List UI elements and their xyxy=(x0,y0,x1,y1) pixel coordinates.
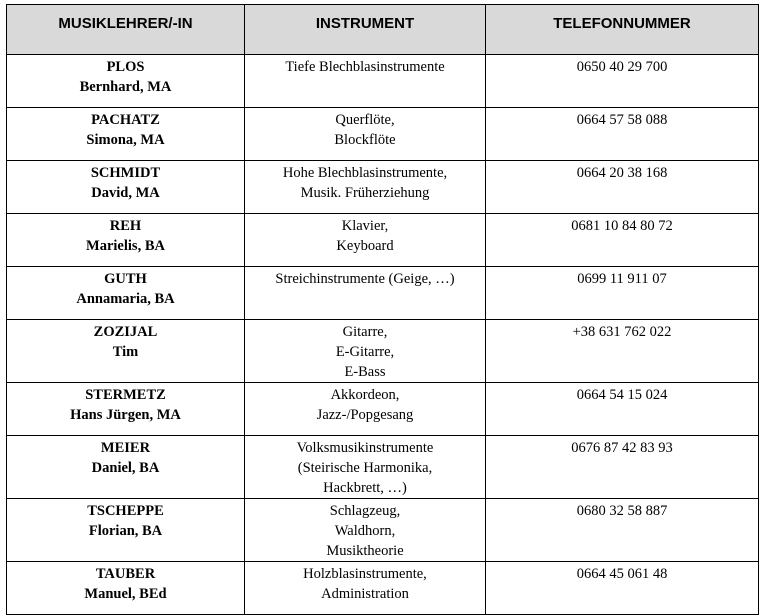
phone-cell: +38 631 762 022 xyxy=(486,320,759,383)
instrument-cell xyxy=(245,108,486,161)
instrument-line: Hohe Blechblasinstrumente, xyxy=(282,165,448,181)
instrument-cell xyxy=(245,214,486,267)
instrument-line: Streichinstrumente (Geige, …) xyxy=(275,271,455,287)
phone-cell: 0664 45 061 48 xyxy=(486,562,759,615)
phone-cell: 0664 20 38 168 xyxy=(486,161,759,214)
music-teacher-table xyxy=(6,4,759,615)
teacher-cell xyxy=(7,320,245,383)
teacher-surname: PACHATZ xyxy=(91,112,160,128)
instrument-cell xyxy=(245,267,486,320)
teacher-surname: TAUBER xyxy=(95,566,156,582)
instrument-line: E-Bass xyxy=(344,364,386,380)
teacher-cell xyxy=(7,108,245,161)
instrument-line: Holzblasinstrumente, xyxy=(303,566,427,582)
instrument-line: Blockflöte xyxy=(334,132,396,148)
instrument-line: Querflöte, xyxy=(335,112,395,128)
instrument-cell xyxy=(245,436,486,499)
teacher-cell xyxy=(7,383,245,436)
teacher-given-name: Hans Jürgen, MA xyxy=(70,407,181,423)
teacher-surname: GUTH xyxy=(104,271,147,287)
instrument-cell xyxy=(245,161,486,214)
phone-cell: 0699 11 911 07 xyxy=(486,267,759,320)
teacher-cell xyxy=(7,214,245,267)
table-row xyxy=(7,499,759,562)
teacher-given-name: Daniel, BA xyxy=(91,460,160,476)
teacher-surname: ZOZIJAL xyxy=(93,324,158,340)
instrument-cell xyxy=(245,562,486,615)
instrument-line: Musiktheorie xyxy=(326,543,404,559)
table-row xyxy=(7,267,759,320)
teacher-given-name: David, MA xyxy=(91,185,160,201)
header-phone: TELEFONNUMMER xyxy=(486,5,759,55)
instrument-line: Hackbrett, …) xyxy=(323,480,407,496)
instrument-cell xyxy=(245,499,486,562)
teacher-given-name: Tim xyxy=(112,344,139,360)
teacher-cell xyxy=(7,267,245,320)
teacher-surname: STERMETZ xyxy=(85,387,166,403)
teacher-surname: PLOS xyxy=(106,59,145,75)
table-row xyxy=(7,214,759,267)
instrument-line: Musik. Früherziehung xyxy=(300,185,430,201)
phone-cell: 0681 10 84 80 72 xyxy=(486,214,759,267)
instrument-line: (Steirische Harmonika, xyxy=(297,460,433,476)
phone-cell: 0650 40 29 700 xyxy=(486,55,759,108)
table-row xyxy=(7,383,759,436)
instrument-cell xyxy=(245,320,486,383)
instrument-line: Schlagzeug, xyxy=(329,503,401,519)
teacher-cell xyxy=(7,436,245,499)
header-instrument: INSTRUMENT xyxy=(245,5,486,55)
instrument-line: Gitarre, xyxy=(342,324,388,340)
teacher-cell xyxy=(7,55,245,108)
instrument-cell xyxy=(245,55,486,108)
table-row xyxy=(7,55,759,108)
teacher-given-name: Bernhard, MA xyxy=(79,79,172,95)
instrument-line: E-Gitarre, xyxy=(335,344,395,360)
instrument-line: Volksmusikinstrumente xyxy=(296,440,434,456)
table-row xyxy=(7,562,759,615)
instrument-line: Tiefe Blechblasinstrumente xyxy=(285,59,445,75)
instrument-cell xyxy=(245,383,486,436)
teacher-cell xyxy=(7,161,245,214)
teacher-surname: SCHMIDT xyxy=(90,165,161,181)
teacher-given-name: Marielis, BA xyxy=(86,238,165,254)
teacher-surname: MEIER xyxy=(100,440,151,456)
table-row xyxy=(7,161,759,214)
phone-cell: 0676 87 42 83 93 xyxy=(486,436,759,499)
teacher-surname: TSCHEPPE xyxy=(87,503,164,519)
instrument-line: Keyboard xyxy=(336,238,394,254)
phone-cell: 0664 54 15 024 xyxy=(486,383,759,436)
teacher-given-name: Manuel, BEd xyxy=(84,586,167,602)
header-row xyxy=(7,5,759,55)
teacher-cell xyxy=(7,562,245,615)
teacher-given-name: Annamaria, BA xyxy=(76,291,175,307)
instrument-line: Akkordeon, xyxy=(330,387,400,403)
header-teacher: MUSIKLEHRER/-IN xyxy=(7,5,245,55)
teacher-given-name: Florian, BA xyxy=(88,523,163,539)
instrument-line: Administration xyxy=(321,586,409,602)
table-row xyxy=(7,108,759,161)
teacher-cell xyxy=(7,499,245,562)
table-row xyxy=(7,320,759,383)
table-row xyxy=(7,436,759,499)
instrument-line: Jazz-/Popgesang xyxy=(316,407,414,423)
phone-cell: 0664 57 58 088 xyxy=(486,108,759,161)
teacher-given-name: Simona, MA xyxy=(86,132,165,148)
instrument-line: Klavier, xyxy=(341,218,389,234)
teacher-surname: REH xyxy=(109,218,142,234)
instrument-line: Waldhorn, xyxy=(334,523,396,539)
phone-cell: 0680 32 58 887 xyxy=(486,499,759,562)
